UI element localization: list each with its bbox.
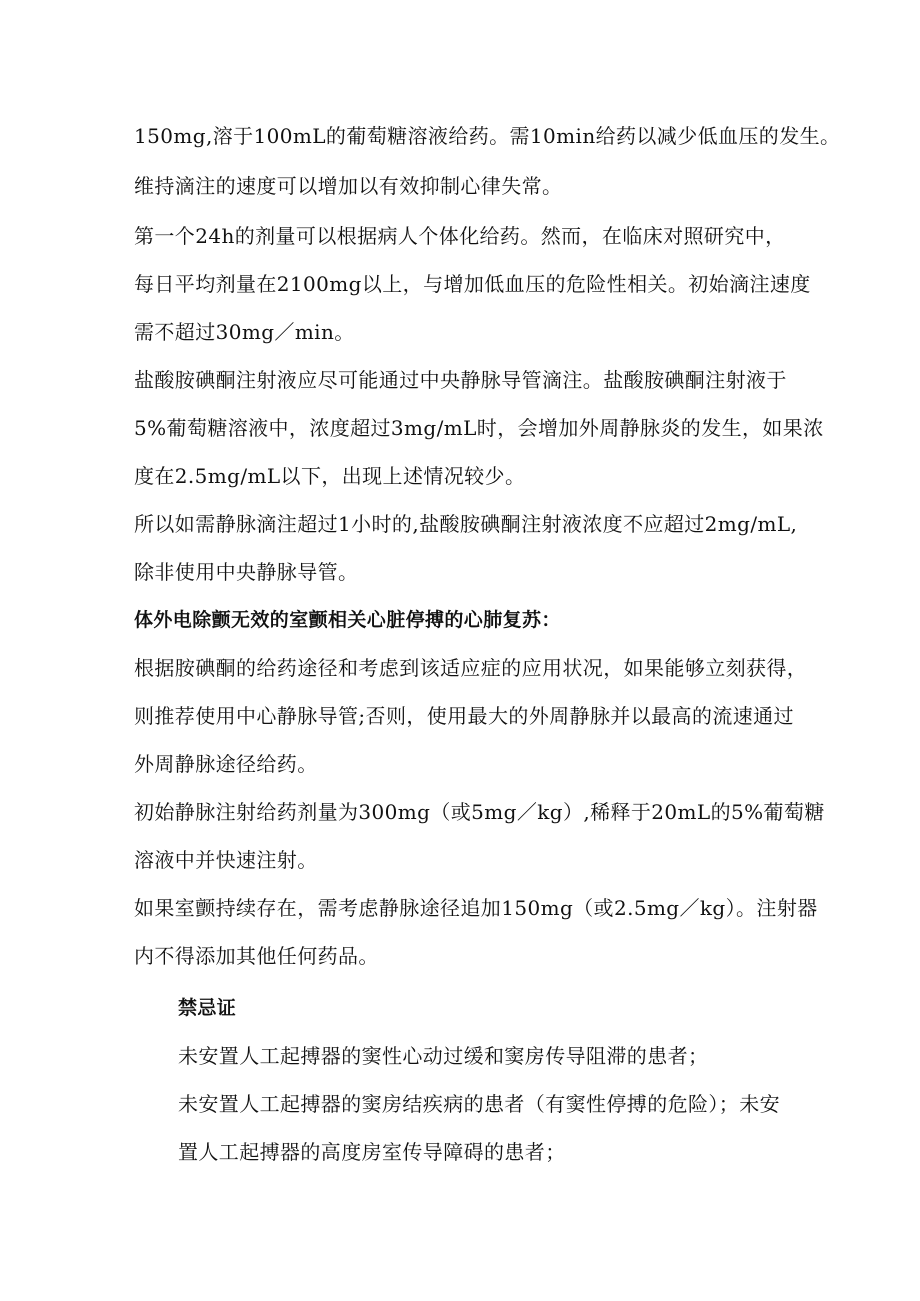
body-text-line: 根据胺碘酮的给药途径和考虑到该适应症的应用状况，如果能够立刻获得，: [134, 656, 808, 680]
body-text-line: 除非使用中央静脉导管。: [134, 560, 359, 584]
body-text-line: 未安置人工起搏器的窦性心动过缓和窦房传导阻滞的患者；: [178, 1044, 709, 1068]
body-text-line: 如果室颤持续存在，需考虑静脉途径追加150mg（或2.5mg／kg）。注射器: [134, 896, 818, 920]
body-text-line: 外周静脉途径给药。: [134, 752, 318, 776]
body-text-line: 则推荐使用中心静脉导管;否则，使用最大的外周静脉并以最高的流速通过: [134, 704, 794, 728]
body-text-line: 需不超过30mg／min。: [134, 320, 355, 344]
contraindications-heading: 禁忌证: [178, 997, 237, 1019]
body-text-line: 初始静脉注射给药剂量为300mg（或5mg／kg）,稀释于20mL的5%葡萄糖: [134, 800, 825, 824]
body-text-line: 度在2.5mg/mL以下，出现上述情况较少。: [134, 464, 526, 488]
body-text-line: 溶液中并快速注射。: [134, 848, 318, 872]
body-text-line: 内不得添加其他任何药品。: [134, 944, 379, 968]
body-text-line: 所以如需静脉滴注超过1小时的,盐酸胺碘酮注射液浓度不应超过2mg/mL,: [134, 512, 798, 536]
body-text-line: 置人工起搏器的高度房室传导障碍的患者；: [178, 1140, 566, 1164]
body-text-line: 每日平均剂量在2100mg以上，与增加低血压的危险性相关。初始滴注速度: [134, 272, 811, 296]
body-text-line: 第一个24h的剂量可以根据病人个体化给药。然而，在临床对照研究中，: [134, 224, 786, 248]
body-text-line: 盐酸胺碘酮注射液应尽可能通过中央静脉导管滴注。盐酸胺碘酮注射液于: [134, 368, 787, 392]
body-text-line: 未安置人工起搏器的窦房结疾病的患者（有窦性停搏的危险）；未安: [178, 1092, 780, 1116]
body-text-line: 150mg,溶于100mL的葡萄糖溶液给药。需10min给药以减少低血压的发生。: [134, 124, 841, 148]
body-text-line: 5%葡萄糖溶液中，浓度超过3mg/mL时，会增加外周静脉炎的发生，如果浓: [134, 416, 824, 440]
section-heading: 体外电除颤无效的室颤相关心脏停搏的心肺复苏：: [134, 609, 561, 631]
body-text-line: 维持滴注的速度可以增加以有效抑制心律失常。: [134, 174, 563, 198]
